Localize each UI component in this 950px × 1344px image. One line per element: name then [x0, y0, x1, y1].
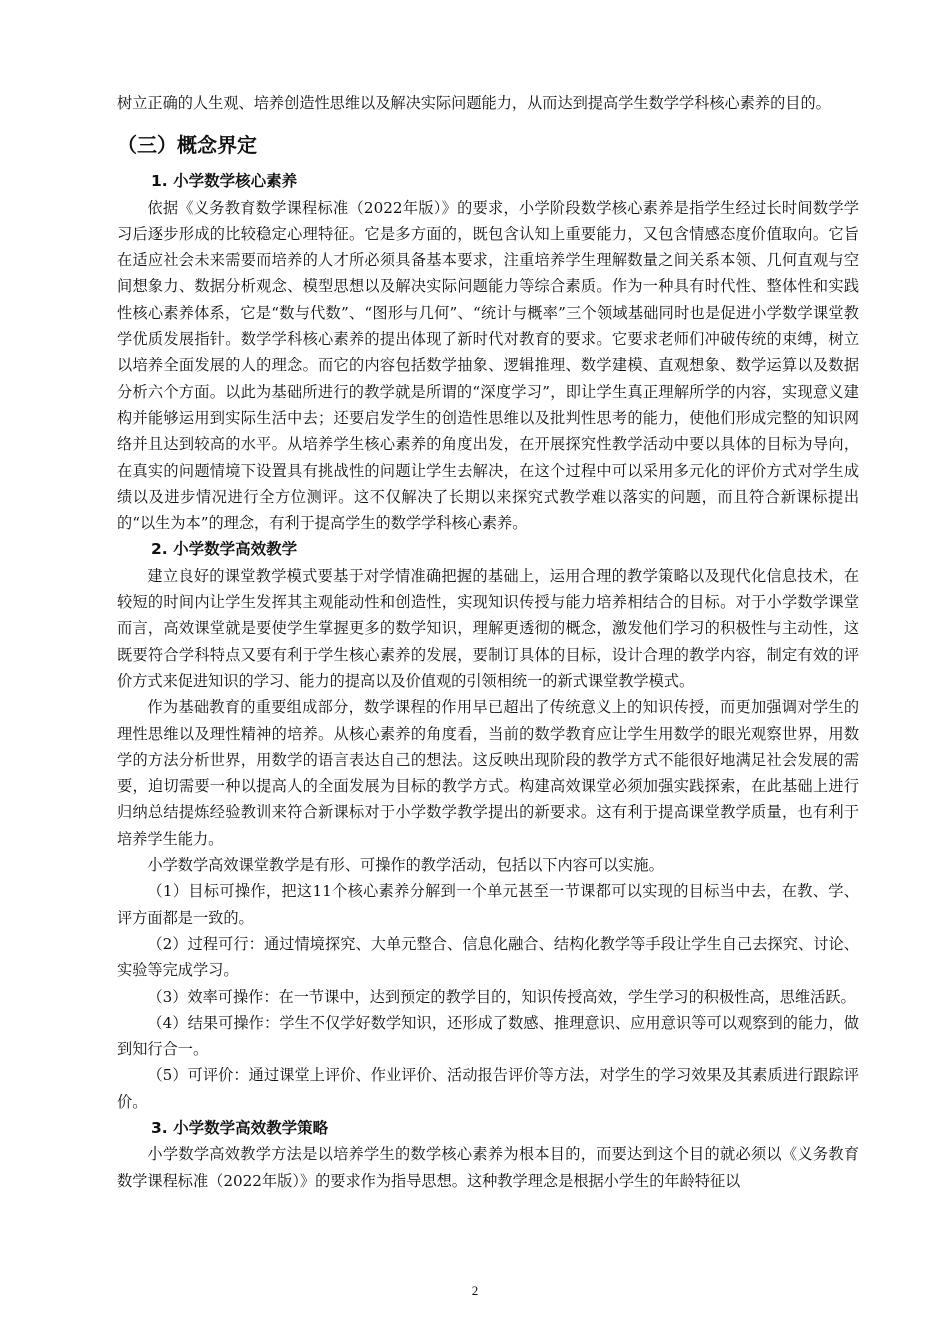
teaching-strategy-paragraph: 小学数学高效教学方法是以培养学生的数学核心素养为根本目的，而要达到这个目的就必须以《义务教育数学课程标准（2022年版）》的要求作为指导思想。这种教学理念是根据小学生的年龄特征以: [117, 1145, 859, 1190]
efficient-teaching-paragraph-2: 作为基础教育的重要组成部分，数学课程的作用早已超出了传统意义上的知识传授，而更加强调对学生的理性思维以及理性精神的培养。从核心素养的角度看，当前的数学教育应让学生用数学的眼光观察世界，用数学的方法分析世界，用数学的语言表达自己的想法。这反映出现阶段的教学方式不能很好地满足社会发展的需要，迫切需要一种以提高人的全面发展为目标的教学方式。构建高效课堂必须加强实践探索，在此基础上进行归纳总结提炼经验教训来符合新课标对于小学数学教学提出的新要求。这有利于提高课堂教学质量，也有利于培养学生能力。: [117, 698, 859, 848]
subheading-core-literacy: 1. 小学数学核心素养: [151, 172, 298, 191]
page-content: [117, 90, 859, 1194]
subheading-teaching-strategy: 3. 小学数学高效教学策略: [151, 1118, 329, 1137]
list-item-efficiency: （3）效率可操作：在一节课中，达到预定的教学目的，知识传授高效，学生学习的积极性高，思维活跃。: [147, 987, 856, 1006]
page-number: 2: [471, 1283, 479, 1298]
list-item-result: （4）结果可操作：学生不仅学好数学知识，还形成了数感、推理意识、应用意识等可以观察到的能力，做到知行合一。: [117, 1013, 859, 1059]
intro-paragraph: 树立正确的人生观、培养创造性思维以及解决实际问题能力，从而达到提高学生数学学科核心素养的目的。: [117, 94, 831, 112]
subheading-efficient-teaching: 2. 小学数学高效教学: [151, 540, 298, 559]
efficient-teaching-paragraph-3: 小学数学高效课堂教学是有形、可操作的教学活动，包括以下内容可以实施。: [147, 856, 664, 875]
section-heading: （三）概念界定: [117, 133, 257, 158]
list-item-goal: （1）目标可操作，把这11个核心素养分解到一个单元甚至一节课都可以实现的目标当中去，在教、学、评方面都是一致的。: [117, 882, 859, 927]
efficient-teaching-paragraph-1: 建立良好的课堂教学模式要基于对学情准确把握的基础上，运用合理的教学策略以及现代化信息技术，在较短的时间内让学生发挥其主观能动性和创造性，实现知识传授与能力培养相结合的目标。对于小学数学课堂而言，高效课堂就是要使学生掌握更多的数学知识，理解更透彻的概念，激发他们学习的积极性与主动性，这既要符合学科特点又要有利于学生核心素养的发展，要制订具体的目标，设计合理的教学内容，制定有效的评价方式来促进知识的学习、能力的提高以及价值观的引领相统一的新式课堂教学模式。: [117, 566, 859, 690]
list-item-evaluation: （5）可评价：通过课堂上评价、作业评价、活动报告评价等方法，对学生的学习效果及其素质进行跟踪评价。: [117, 1066, 859, 1111]
core-literacy-paragraph: 依据《义务教育数学课程标准（2022年版）》的要求，小学阶段数学核心素养是指学生经过长时间数学学习后逐步形成的比较稳定心理特征。它是多方面的，既包含认知上重要能力，又包含情感态度价值取向。它旨在适应社会未来需要而培养的人才所必须具备基本要求，注重培养学生理解数量之间关系本领、几何直观与空间想象力、数据分析观念、模型思想以及解决实际问题能力等综合素质。作为一种具有时代性、整体性和实践性核心素养体系，它是“数与代数”、“图形与几何”、“统计与概率”三个领域基础同时也是促进小学数学课堂教学优质发展指针。数学学科核心素养的提出体现了新时代对教育的要求。它要求老师们冲破传统的束缚，树立以培养全面发展的人的理念。而它的内容包括数学抽象、逻辑推理、数学建模、直观想象、数学运算以及数据分析六个方面。以此为基础所进行的教学就是所谓的“深度学习”，即让学生真正理解所学的内容，实现意义建构并能够运用到实际生活中去；还要启发学生的创造性思维以及批判性思考的能力，使他们形成完整的知识网络并且达到较高的水平。从培养学生核心素养的角度出发，在开展探究性教学活动中要以具体的目标为导向，在真实的问题情境下设置具有挑战性的问题让学生去解决，在这个过程中可以采用多元化的评价方式对学生成绩以及进步情况进行全方位测评。这不仅解决了长期以来探究式教学难以落实的问题，而且符合新课标提出的“以生为本”的理念，有利于提高学生的数学学科核心素养。: [117, 198, 859, 533]
list-item-process: （2）过程可行：通过情境探究、大单元整合、信息化融合、结构化教学等手段让学生自己去探究、讨论、实验等完成学习。: [117, 934, 859, 980]
